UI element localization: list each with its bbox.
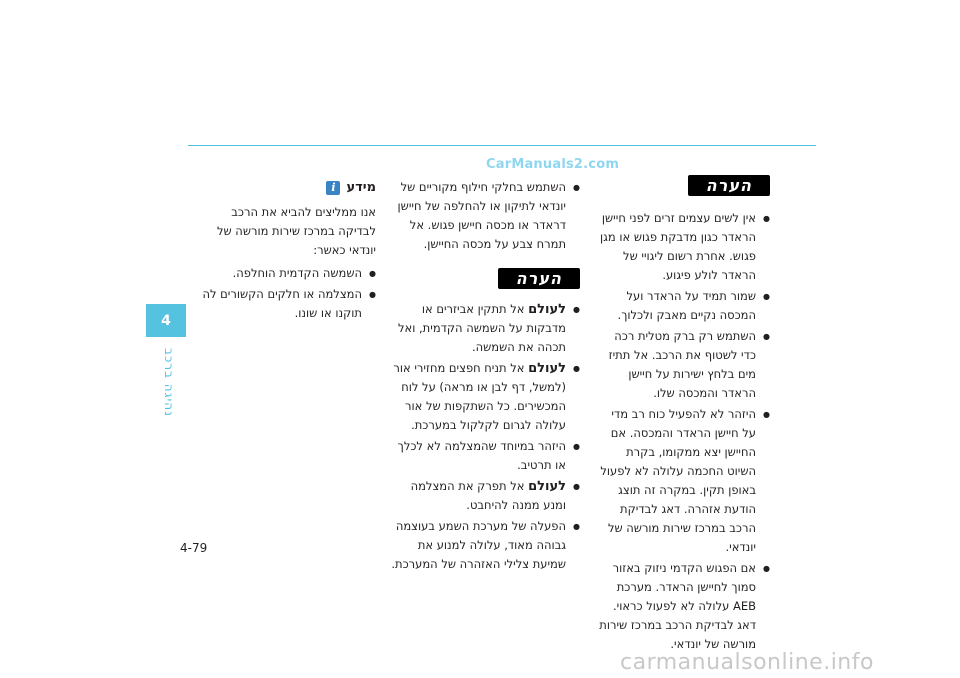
list-item	[390, 300, 580, 357]
middle-bottom-list	[390, 300, 580, 574]
info-intro: אנו ממליצים להביא את הרכב לבדיקה במרכז שירות מורשה של יונדאי כאשר:	[216, 205, 376, 257]
header-divider	[188, 145, 816, 146]
chapter-tab[interactable]: 4	[146, 304, 186, 337]
item-text: אל תתקין אביזרים או מדבקות על השמשה הקדמית, ואל תכהה את השמשה.	[398, 302, 566, 354]
list-item: ● אם הפגוש הקדמי ניזוק באזור סמוך לחיישן הראדר. מערכת AEB עלולה לא לפעול כראוי. דאג לבדיקת הרכב במרכז שירות מורשה של יונדאי.	[598, 559, 770, 654]
right-column	[598, 175, 770, 656]
left-column	[196, 178, 376, 325]
warning-label: הערה	[498, 268, 580, 289]
list-item: ● המצלמה או חלקים הקשורים לה תוקנו או שונו.	[196, 285, 376, 323]
footer-watermark[interactable]: carmanualsonline.info	[620, 650, 874, 675]
list-item: ● השתמש רק ברק מטלית רכה כדי לשטוף את הרכב. אל תתיז מים בלחץ ישירות על חיישן הראדר והמכסה שלו.	[598, 327, 770, 403]
chapter-title: נהיגה ברכב	[162, 348, 176, 417]
item-text: אל תניח חפצים מחזירי אור (למשל, דף לבן או מראה) על לוח המכשירים. כל השתקפות של אור עלולה לגרום לקלקול במערכת.	[393, 361, 566, 432]
list-item: ● שמור תמיד על הראדר ועל המכסה נקיים מאבק ולכלוך.	[598, 287, 770, 325]
info-title: מידע	[346, 180, 376, 195]
item-text: היזהר במיוחד שהמצלמה לא לכלך או תרטיב.	[397, 439, 566, 472]
item-text: הפעלה של מערכת השמע בעוצמה גבוהה מאוד, עלולה למנוע את שמיעת צלילי האזהרה של המערכת.	[391, 519, 566, 571]
page-number: 4-79	[180, 541, 208, 555]
header-watermark[interactable]: CarManuals2.com	[486, 157, 620, 172]
list-item: ● היזהר לא להפעיל כוח רב מדי על חיישן הראדר והמכסה. אם החיישן יצא ממקומו, בקרת השיוט החכמה עלולה לא לפעול באופן תקין. במקרה זה תוצג הודעת אזהרה. דאג לבדיקת הרכב במרכז שירות מורשה של יונדאי.	[598, 405, 770, 557]
right-bullet-list	[598, 209, 770, 654]
middle-column	[390, 178, 580, 576]
list-item: ● השתמש בחלקי חילוף מקוריים של יונדאי לתיקון או להחלפה של חיישן דראדר או מכסה חיישן פגוש. אל תמרח צבע על מכסה החיישן.	[390, 178, 580, 254]
list-item: ● אין לשים עצמים זרים לפני חיישן הראדר כגון מדבקת פגוש או מגן פגוש. אחרת רשום ליגויי של הראדר לולע פיגוע.	[598, 209, 770, 285]
info-header	[196, 178, 376, 197]
list-item	[390, 359, 580, 435]
middle-top-list	[390, 178, 580, 254]
list-item: ● השמשה הקדמית הוחלפה.	[196, 264, 376, 283]
list-item	[390, 517, 580, 574]
list-item	[390, 477, 580, 515]
warning-label: הערה	[688, 175, 770, 196]
keyword: לעולם	[528, 361, 566, 376]
list-item	[390, 437, 580, 475]
item-text: אל תפרק את המצלמה ומנע ממנה להיחבט.	[410, 479, 566, 512]
keyword: לעולם	[528, 302, 566, 317]
info-bullet-list	[196, 264, 376, 323]
info-icon: i	[326, 181, 340, 195]
keyword: לעולם	[528, 479, 566, 494]
